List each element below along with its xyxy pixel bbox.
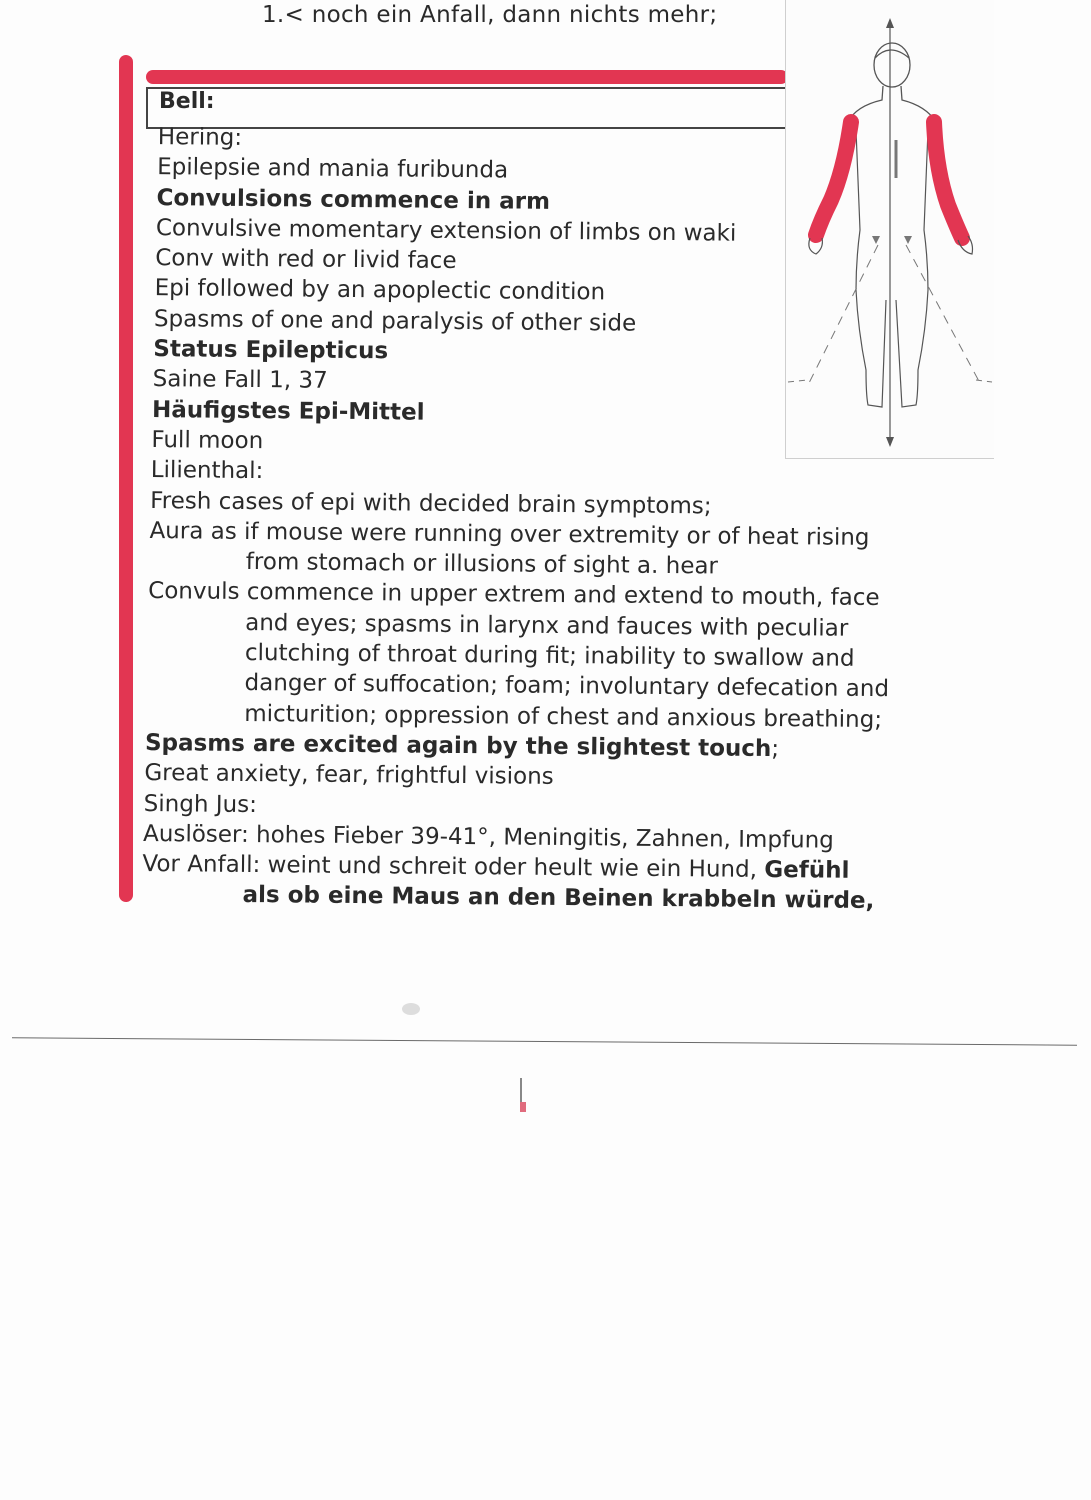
note-text: Spasms are excited again by the slightest touch bbox=[144, 729, 772, 762]
note-tail: ; bbox=[771, 735, 780, 763]
note-text: Convulsions commence in arm bbox=[156, 184, 551, 215]
note-text: Epi followed by an apoplectic condition bbox=[154, 275, 606, 306]
note-text: als ob eine Maus an den Beinen krabbeln würde, bbox=[242, 882, 875, 915]
note-text: Auslöser: hohes Fieber 39-41°, Meningitis, Zahnen, Impfung bbox=[142, 820, 834, 854]
note-text: Aura as if mouse were running over extremity or of heat rising bbox=[149, 517, 870, 551]
note-text: Epilepsie and mania furibunda bbox=[157, 154, 509, 184]
note-text: Great anxiety, fear, frightful visions bbox=[144, 760, 554, 791]
note-text: Singh Jus: bbox=[143, 790, 258, 818]
note-text: Vor Anfall: weint und schreit oder heult wie ein Hund, bbox=[142, 851, 765, 884]
note-text: Conv with red or livid face bbox=[155, 245, 457, 275]
scan-mark-red bbox=[520, 1102, 526, 1112]
body-figure-icon bbox=[786, 0, 994, 458]
note-text: danger of suffocation; foam; involuntary defecation and bbox=[244, 670, 890, 703]
note-text: Convulsive momentary extension of limbs on waki bbox=[155, 214, 737, 247]
note-text: Saine Fall 1, 37 bbox=[152, 366, 328, 395]
note-text: Full moon bbox=[151, 427, 264, 455]
red-margin-marker bbox=[119, 55, 133, 902]
note-text: Spasms of one and paralysis of other side bbox=[153, 305, 637, 337]
note-text: Status Epilepticus bbox=[153, 336, 389, 365]
page-edge-rule bbox=[12, 1037, 1077, 1045]
note-text: and eyes; spasms in larynx and fauces with peculiar bbox=[245, 609, 849, 642]
note-text: Häufigstes Epi-Mittel bbox=[151, 396, 425, 426]
body-diagram bbox=[785, 0, 994, 459]
note-text: Lilienthal: bbox=[150, 457, 264, 485]
remedy-title: Bell: bbox=[159, 89, 215, 114]
note-text: from stomach or illusions of sight a. hear bbox=[245, 549, 719, 580]
note-bold-tail: Gefühl bbox=[764, 857, 850, 884]
note-text: Fresh cases of epi with decided brain symptoms; bbox=[150, 487, 712, 519]
scan-smudge bbox=[402, 1003, 420, 1015]
note-text: Hering: bbox=[157, 124, 243, 151]
top-text: 1.< noch ein Anfall, dann nichts mehr; bbox=[262, 2, 718, 28]
note-line bbox=[140, 879, 960, 917]
red-header-marker bbox=[146, 70, 788, 84]
note-text: micturition; oppression of chest and anxious breathing; bbox=[244, 700, 883, 733]
header-rule-top bbox=[146, 87, 786, 89]
note-text: clutching of throat during fit; inability to swallow and bbox=[244, 640, 855, 672]
note-text: Convuls commence in upper extrem and extend to mouth, face bbox=[148, 578, 880, 612]
